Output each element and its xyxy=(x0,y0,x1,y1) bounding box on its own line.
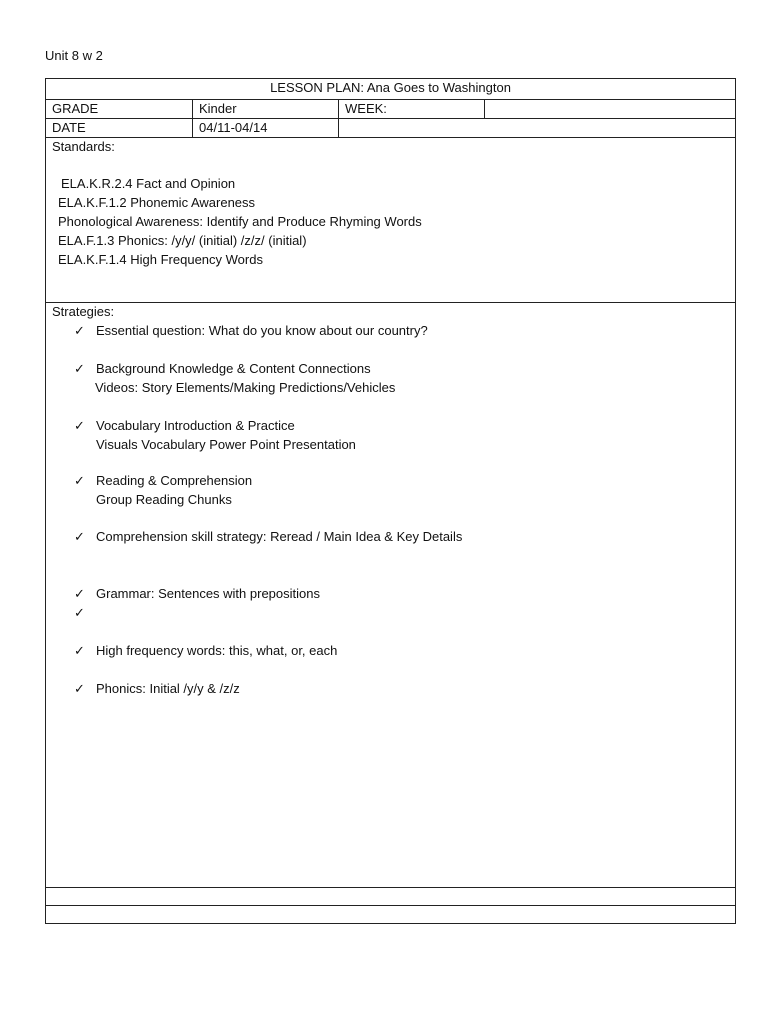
checkmark-icon: ✓ xyxy=(74,361,85,376)
standard-item: ELA.K.R.2.4 Fact and Opinion xyxy=(61,176,236,191)
checkmark-icon: ✓ xyxy=(74,643,85,658)
standard-item: ELA.F.1.3 Phonics: /y/y/ (initial) /z/z/ (initial) xyxy=(58,233,307,248)
strategy-item xyxy=(52,584,729,603)
strategies-cell xyxy=(46,303,736,888)
checkmark-icon: ✓ xyxy=(74,586,85,601)
strategy-text: Vocabulary Introduction & Practice xyxy=(96,418,295,433)
strategy-text: Comprehension skill strategy: Reread / Main Idea & Key Details xyxy=(96,529,463,544)
strategy-subtext: Visuals Vocabulary Power Point Presentation xyxy=(96,437,356,452)
strategy-item xyxy=(52,527,729,546)
standards-row xyxy=(46,138,736,303)
strategy-item xyxy=(52,416,729,454)
strategy-item xyxy=(52,679,729,698)
standard-item: ELA.K.F.1.2 Phonemic Awareness xyxy=(58,195,256,210)
checkmark-icon: ✓ xyxy=(74,323,85,338)
strategy-text: Reading & Comprehension xyxy=(96,473,253,488)
title-row xyxy=(46,79,736,100)
strategies-row xyxy=(46,303,736,888)
strategy-text: Essential question: What do you know about our country? xyxy=(96,323,428,338)
checkmark-icon: ✓ xyxy=(74,681,85,696)
blank-cell xyxy=(46,906,736,924)
strategy-subtext: Videos: Story Elements/Making Predictions/Vehicles xyxy=(95,380,396,395)
strategy-item xyxy=(52,471,729,509)
standard-item: Phonological Awareness: Identify and Produce Rhyming Words xyxy=(58,214,422,229)
date-row xyxy=(46,119,736,138)
lesson-plan-table xyxy=(45,78,736,924)
date-label: DATE xyxy=(46,119,193,138)
standards-heading: Standards: xyxy=(52,139,115,154)
grade-row xyxy=(46,100,736,119)
checkmark-icon: ✓ xyxy=(74,418,85,433)
strategy-item xyxy=(52,641,729,660)
strategy-item xyxy=(52,359,729,397)
blank-cell xyxy=(46,888,736,906)
lesson-plan-title: LESSON PLAN: Ana Goes to Washington xyxy=(46,79,736,100)
checkmark-icon: ✓ xyxy=(74,473,85,488)
strategy-item xyxy=(52,603,729,622)
blank-row xyxy=(46,906,736,924)
checkmark-icon: ✓ xyxy=(74,529,85,544)
standard-item: ELA.K.F.1.4 High Frequency Words xyxy=(58,252,263,267)
grade-label: GRADE xyxy=(46,100,193,119)
checkmark-icon: ✓ xyxy=(74,605,85,620)
standards-list xyxy=(58,174,729,269)
strategies-heading: Strategies: xyxy=(52,304,115,319)
week-label: WEEK: xyxy=(339,100,485,119)
blank-row xyxy=(46,888,736,906)
strategy-text: Background Knowledge & Content Connections xyxy=(96,361,371,376)
week-value xyxy=(485,100,736,119)
strategy-item xyxy=(52,321,729,340)
grade-value: Kinder xyxy=(193,100,339,119)
strategy-text: Grammar: Sentences with prepositions xyxy=(96,586,320,601)
strategy-text: Phonics: Initial /y/y & /z/z xyxy=(96,681,240,696)
strategy-text: High frequency words: this, what, or, each xyxy=(96,643,338,658)
unit-label: Unit 8 w 2 xyxy=(45,48,103,63)
date-extra xyxy=(339,119,736,138)
strategies-list xyxy=(52,321,729,698)
date-value: 04/11-04/14 xyxy=(193,119,339,138)
standards-cell xyxy=(46,138,736,303)
strategy-subtext: Group Reading Chunks xyxy=(96,492,232,507)
